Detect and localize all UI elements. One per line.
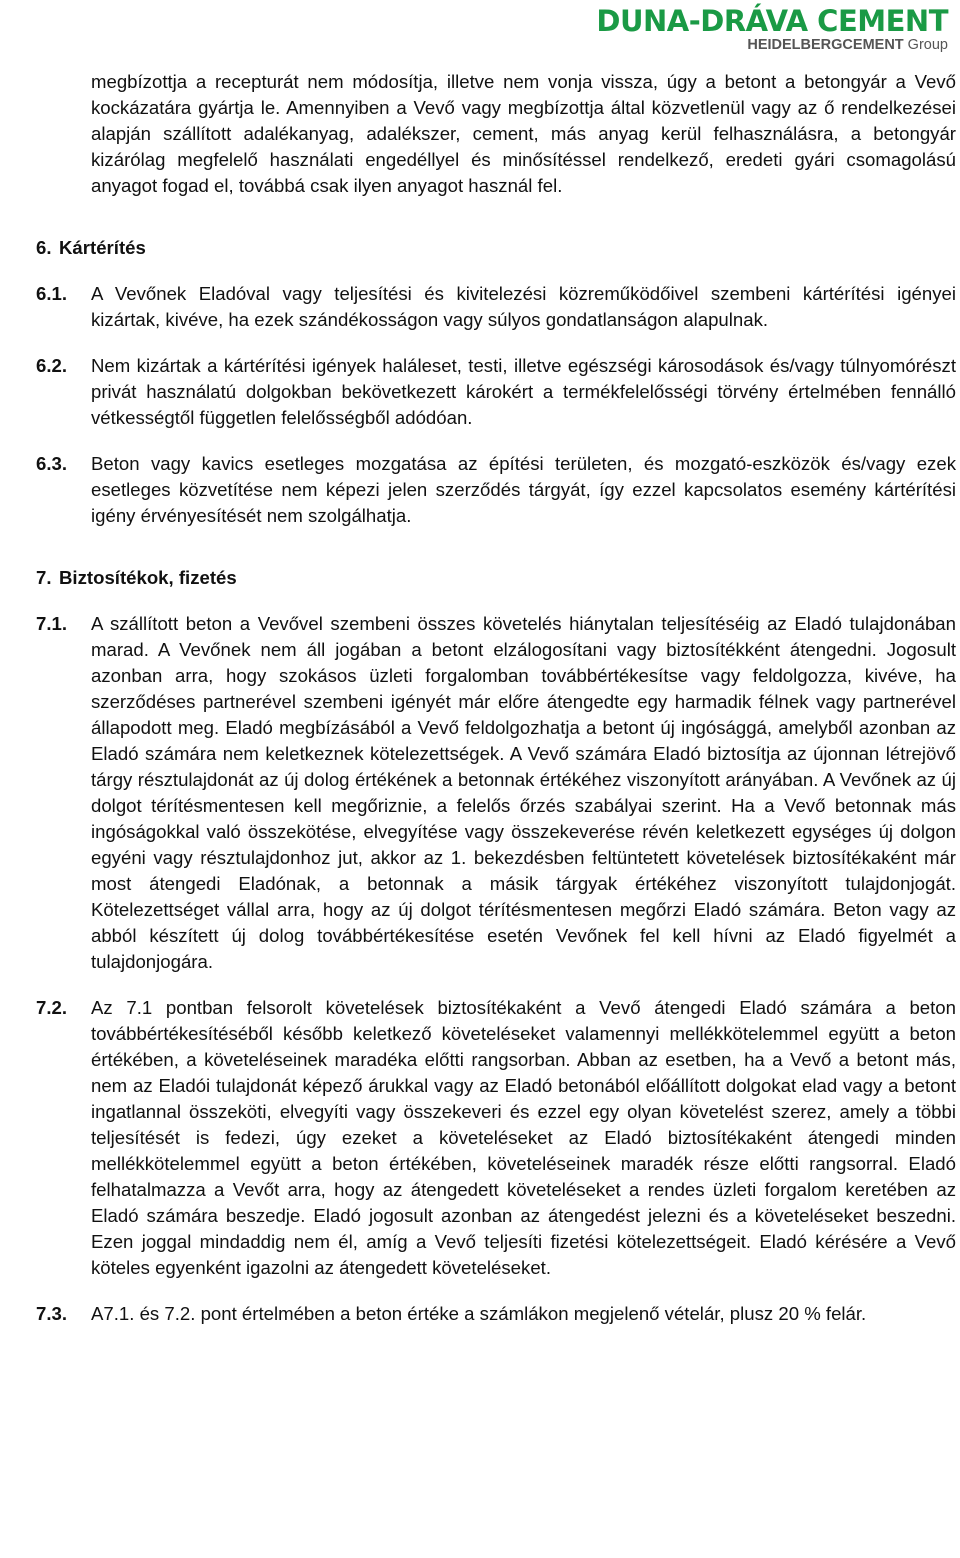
clause-6-3 [36, 451, 956, 529]
clause-7-3 [36, 1301, 956, 1327]
clause-number: 7.1. [36, 613, 68, 634]
clause-text: A7.1. és 7.2. pont értelmében a beton értéke a számlákon megjelenő vételár, plusz 20 % felár. [91, 1303, 867, 1324]
section-heading-7 [36, 565, 956, 591]
clause-number: 7.2. [36, 997, 68, 1018]
clause-number: 7.3. [36, 1303, 68, 1324]
section-title: Kártérítés [59, 237, 146, 258]
logo-sub-text [596, 37, 948, 53]
logo-sub-rest: Group [903, 37, 948, 53]
section-title: Biztosítékok, fizetés [59, 567, 237, 588]
intro-paragraph: megbízottja a recepturát nem módosítja, illetve nem vonja vissza, úgy a betont a betongyár a Vevő kockázatára gyártja le. Amennyiben a Vevő vagy megbízottja által közvetlenül vagy az ő rendelkezései alapján szállított adalékanyag, adalékszer, cement, más anyag kerül felhasználásra, a betongyár kizárólag megfelelő használati engedéllyel és minősítéssel rendelkező, eredeti gyári csomagolású anyagot fogad el, továbbá csak ilyen anyagot használ fel. [91, 71, 956, 196]
clause-6-1 [36, 281, 956, 333]
document-body [36, 69, 956, 1327]
clause-text: Beton vagy kavics esetleges mozgatása az építési területen, és mozgató-eszközök és/vagy ezek esetleges közvetítése nem képezi jelen szerződés tárgyát, így ezzel kapcsolatos esemény kártérítési igény érvényesítését nem szolgálhatja. [91, 453, 956, 526]
clause-text: Az 7.1 pontban felsorolt követelések biztosítékaként a Vevő átengedi Eladó számára a beton továbbértékesítéséből később keletkező követeléseket valamennyi mellékkötelemmel együtt a beton értékében, a követeléseinek maradéka előtti rangsorban. Abban az esetben, ha a Vevő a betont más, nem az Eladói tulajdonát képező árukkal vagy az Eladó betonából előállított dolgokat elad vagy a betont ingatlannal összeköti, elvegyíti vagy összekeveri és ezzel egy olyan követelést szerez, amely a többi teljesítését is fedezi, úgy ezeket a követeléseket az Eladó biztosítékaként átengedi minden mellékkötelemmel együtt a beton értékében, követeléseinek maradék része előtti rangsorral. Eladó felhatalmazza a Vevőt arra, hogy az átengedett követeléseket a rendes üzleti forgalom keretében az Eladó számára beszedje. Eladó jogosult azonban az átengedést jelezni és a követeléseket beszedni. Ezen joggal mindaddig nem él, amíg a Vevő teljesíti fizetési kötelezettségeit. Eladó kérésére a Vevő köteles egyenként igazolni az átengedett követeléseket. [91, 997, 956, 1278]
clause-number: 6.1. [36, 283, 68, 304]
clause-text: Nem kizártak a kártérítési igények haláleset, testi, illetve egészségi károsodások és/vagy túlnyomórészt privát használatú dolgokban bekövetkezett károkért a termékfelelősségi törvény értelmében fennálló vétkességtől független felelősségből adódóan. [91, 355, 956, 428]
logo-sub-bold: HEIDELBERGCEMENT [747, 37, 904, 53]
section-number: 7. [36, 567, 52, 588]
clause-number: 6.3. [36, 453, 68, 474]
clause-7-1 [36, 611, 956, 975]
logo-main-text: DUNA-DRÁVA CEMENT [596, 4, 948, 38]
clause-6-2 [36, 353, 956, 431]
clause-text: A szállított beton a Vevővel szembeni összes követelés hiánytalan teljesítéséig az Eladó tulajdonában marad. A Vevőnek nem áll jogában a betont elzálogosítani vagy biztosítékként átengedni. Jogosult azonban arra, hogy szokásos üzleti forgalomban továbbértékesítse vagy feldolgozza, kivéve, ha szerződéses partnerével szembeni igényét már előre átengedte egy harmadik félnek vagy partnerével állapodott meg. Eladó megbízásából a Vevő feldolgozhatja a betont új ingósággá, amelyből azonban az Eladó számára nem keletkeznek kötelezettségek. A Vevő számára Eladó biztosítja az újonnan létrejövő tárgy résztulajdonát az új dolog értékének a betonnak értékéhez viszonyított arányában. A Vevőnek az új dolgot térítésmentesen kell megőriznie, a felelős őrzés szabályai szerint. Ha a Vevő betonnak más ingóságokkal való összekötése, elvegyítése vagy összekeverése révén keletkezett egységes új dolgon egyéni vagy résztulajdonhoz jut, akkor az 1. bekezdésben feltüntetett követelések biztosítékaként már most átengedi Eladónak, a betonnak a másik tárgyak értékéhez viszonyított tulajdonjogát. Kötelezettséget vállal arra, hogy az új dolgot térítésmentesen megőrzi Eladó számára. Beton vagy az abból készített új dolog továbbértékesítése esetén Vevőnek fel kell hívni az Eladó figyelmét a tulajdonjogára. [91, 613, 956, 972]
clause-7-2 [36, 995, 956, 1281]
section-heading-6 [36, 235, 956, 261]
clause-number: 6.2. [36, 355, 68, 376]
company-logo [596, 6, 948, 53]
section-number: 6. [36, 237, 52, 258]
clause-text: A Vevőnek Eladóval vagy teljesítési és kivitelezési közreműködőivel szembeni kártérítési igényei kizártak, kivéve, ha ezek szándékosságon vagy súlyos gondatlanságon alapulnak. [91, 283, 956, 330]
